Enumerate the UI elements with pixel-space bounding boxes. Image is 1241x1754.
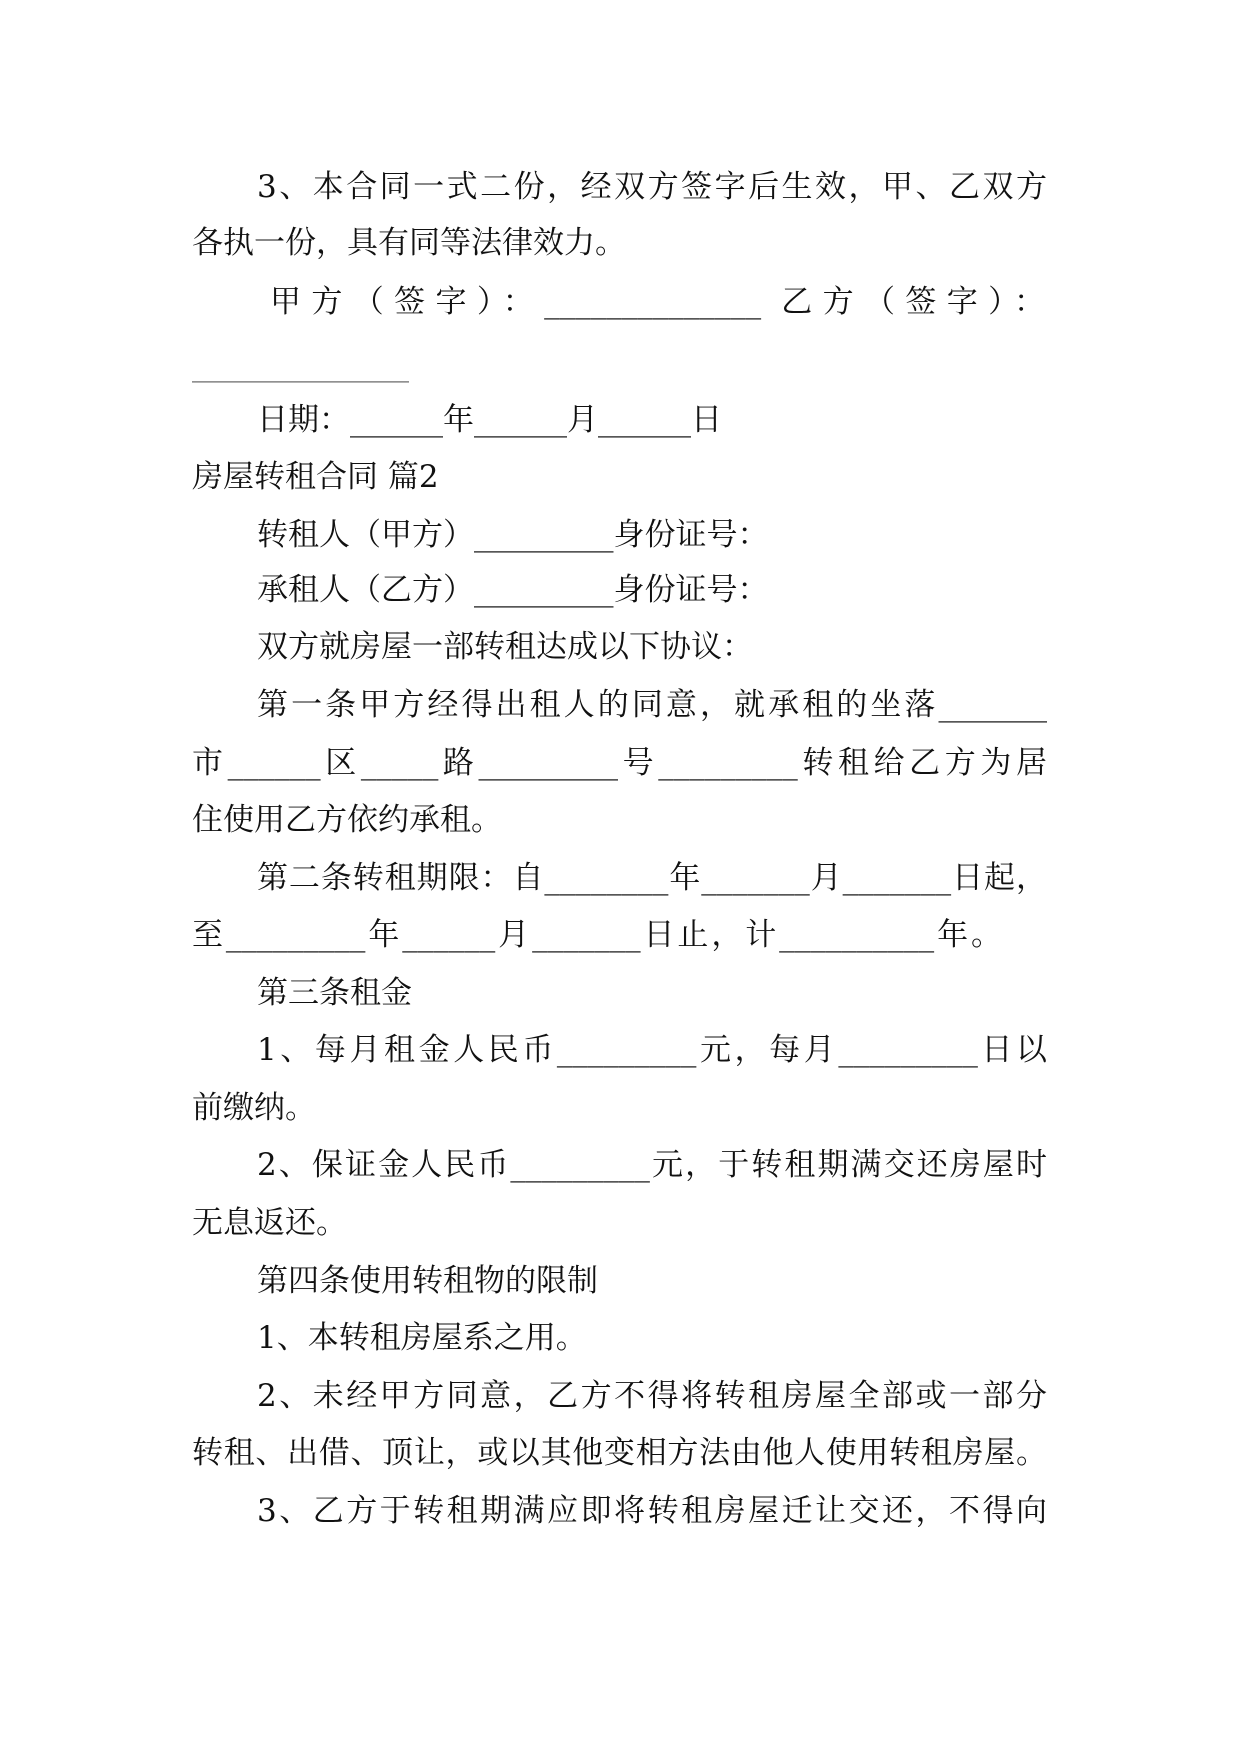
text-line: 转租人（甲方）_________身份证号： <box>257 517 769 553</box>
section-heading: 房屋转租合同 篇2 <box>192 459 439 495</box>
text-line: 各执一份，具有同等法律效力。 <box>192 225 626 261</box>
text-line: 第二条转租期限：自________年_______月_______日起， <box>257 860 1047 896</box>
text-line: 无息返还。 <box>192 1205 347 1241</box>
text-line: 转租、出借、顶让，或以其他变相方法由他人使用转租房屋。 <box>192 1435 1047 1471</box>
text-line: 2、保证金人民币_________元，于转租期满交还房屋时 <box>257 1147 1047 1183</box>
text-line: 前缴纳。 <box>192 1090 316 1126</box>
text-line: 至_________年______月_______日止，计__________年。 <box>192 917 1002 953</box>
text-line: 双方就房屋一部转租达成以下协议： <box>257 629 753 665</box>
signature-line: 甲方（签字）：______________ 乙方（签字）： <box>270 284 1045 320</box>
text-line: 第四条使用转租物的限制 <box>257 1263 598 1299</box>
text-line: 1、本转租房屋系之用。 <box>257 1320 587 1356</box>
blank-line: ______________ <box>192 347 409 383</box>
text-line: 3、本合同一式二份，经双方签字后生效，甲、乙双方 <box>257 169 1047 205</box>
text-line: 住使用乙方依约承租。 <box>192 802 502 838</box>
text-line: 第一条甲方经得出租人的同意，就承租的坐落_______ <box>257 687 1047 723</box>
date-line: 日期：______年______月______日 <box>257 402 722 438</box>
text-line: 3、乙方于转租期满应即将转租房屋迁让交还，不得向 <box>257 1493 1047 1529</box>
text-line: 1、每月租金人民币_________元，每月_________日以 <box>257 1032 1047 1068</box>
text-line: 市______区_____路_________号_________转租给乙方为居 <box>192 745 1047 781</box>
text-line: 2、未经甲方同意，乙方不得将转租房屋全部或一部分 <box>257 1378 1047 1414</box>
text-line: 第三条租金 <box>257 975 412 1011</box>
text-line: 承租人（乙方）_________身份证号： <box>257 572 769 608</box>
